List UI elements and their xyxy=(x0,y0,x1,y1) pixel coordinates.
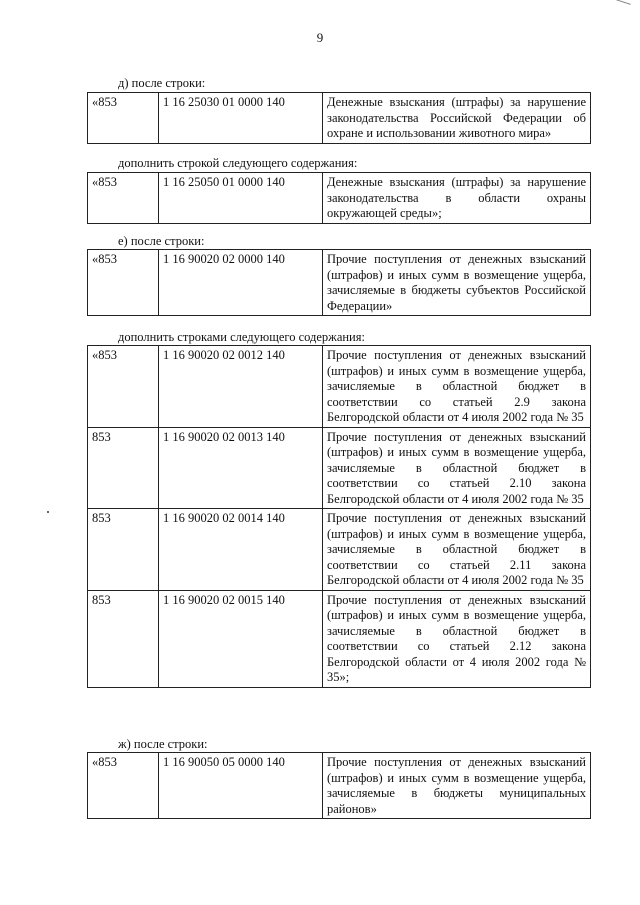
description-cell: Прочие поступления от денежных взысканий (штрафов) и иных сумм в возмещение ущерба, зачисляемые в бюджеты субъектов Российской Федерации» xyxy=(323,250,591,316)
code-table-e xyxy=(87,249,591,316)
budget-code-cell: 1 16 90020 02 0015 140 xyxy=(159,590,323,687)
budget-code-cell: 1 16 90020 02 0012 140 xyxy=(159,346,323,428)
admin-code-cell: «853 xyxy=(88,753,159,819)
budget-code-cell: 1 16 90020 02 0014 140 xyxy=(159,509,323,591)
code-table-zh xyxy=(87,752,591,819)
section-heading-d: д) после строки: xyxy=(118,76,206,90)
description-cell: Прочие поступления от денежных взысканий (штрафов) и иных сумм в возмещение ущерба, зачисляемые в областной бюджет в соответствии со статьей 2.11 закона Белгородской области от 4 июля 2002 года № 35 xyxy=(323,509,591,591)
budget-code-cell: 1 16 90050 05 0000 140 xyxy=(159,753,323,819)
page-number: 9 xyxy=(316,30,324,45)
table-row xyxy=(88,427,591,509)
table-row xyxy=(88,93,591,144)
table-row xyxy=(88,250,591,316)
table-row xyxy=(88,753,591,819)
section-heading-zh: ж) после строки: xyxy=(118,737,208,751)
table-row xyxy=(88,173,591,224)
table-row xyxy=(88,509,591,591)
description-cell: Прочие поступления от денежных взысканий (штрафов) и иных сумм в возмещение ущерба, зачисляемые в областной бюджет в соответствии со статьей 2.12 закона Белгородской области от 4 июля 2002 года № 35»; xyxy=(323,590,591,687)
code-table-add-rows xyxy=(87,345,591,688)
admin-code-cell: «853 xyxy=(88,93,159,144)
budget-code-cell: 1 16 90020 02 0000 140 xyxy=(159,250,323,316)
section-heading-e: е) после строки: xyxy=(118,234,205,248)
code-table-d xyxy=(87,92,591,144)
budget-code-cell: 1 16 25050 01 0000 140 xyxy=(159,173,323,224)
table-row xyxy=(88,590,591,687)
admin-code-cell: 853 xyxy=(88,590,159,687)
description-cell: Денежные взыскания (штрафы) за нарушение законодательства Российской Федерации об охране и использовании животного мира» xyxy=(323,93,591,144)
description-cell: Прочие поступления от денежных взысканий (штрафов) и иных сумм в возмещение ущерба, зачисляемые в областной бюджет в соответствии со статьей 2.10 закона Белгородской области от 4 июля 2002 года № 35 xyxy=(323,427,591,509)
scan-speck xyxy=(47,511,49,513)
section-heading-add-rows: дополнить строками следующего содержания: xyxy=(118,330,365,344)
admin-code-cell: 853 xyxy=(88,509,159,591)
budget-code-cell: 1 16 90020 02 0013 140 xyxy=(159,427,323,509)
code-table-add-row xyxy=(87,172,591,224)
scan-edge-mark xyxy=(605,0,631,12)
admin-code-cell: «853 xyxy=(88,173,159,224)
admin-code-cell: «853 xyxy=(88,250,159,316)
section-heading-add-row: дополнить строкой следующего содержания: xyxy=(118,156,358,170)
admin-code-cell: 853 xyxy=(88,427,159,509)
description-cell: Прочие поступления от денежных взысканий (штрафов) и иных сумм в возмещение ущерба, зачисляемые в областной бюджет в соответствии со статьей 2.9 закона Белгородской области от 4 июля 2002 года № 35 xyxy=(323,346,591,428)
description-cell: Прочие поступления от денежных взысканий (штрафов) и иных сумм в возмещение ущерба, зачисляемые в бюджеты муниципальных районов» xyxy=(323,753,591,819)
table-row xyxy=(88,346,591,428)
budget-code-cell: 1 16 25030 01 0000 140 xyxy=(159,93,323,144)
description-cell: Денежные взыскания (штрафы) за нарушение законодательства в области охраны окружающей среды»; xyxy=(323,173,591,224)
admin-code-cell: «853 xyxy=(88,346,159,428)
